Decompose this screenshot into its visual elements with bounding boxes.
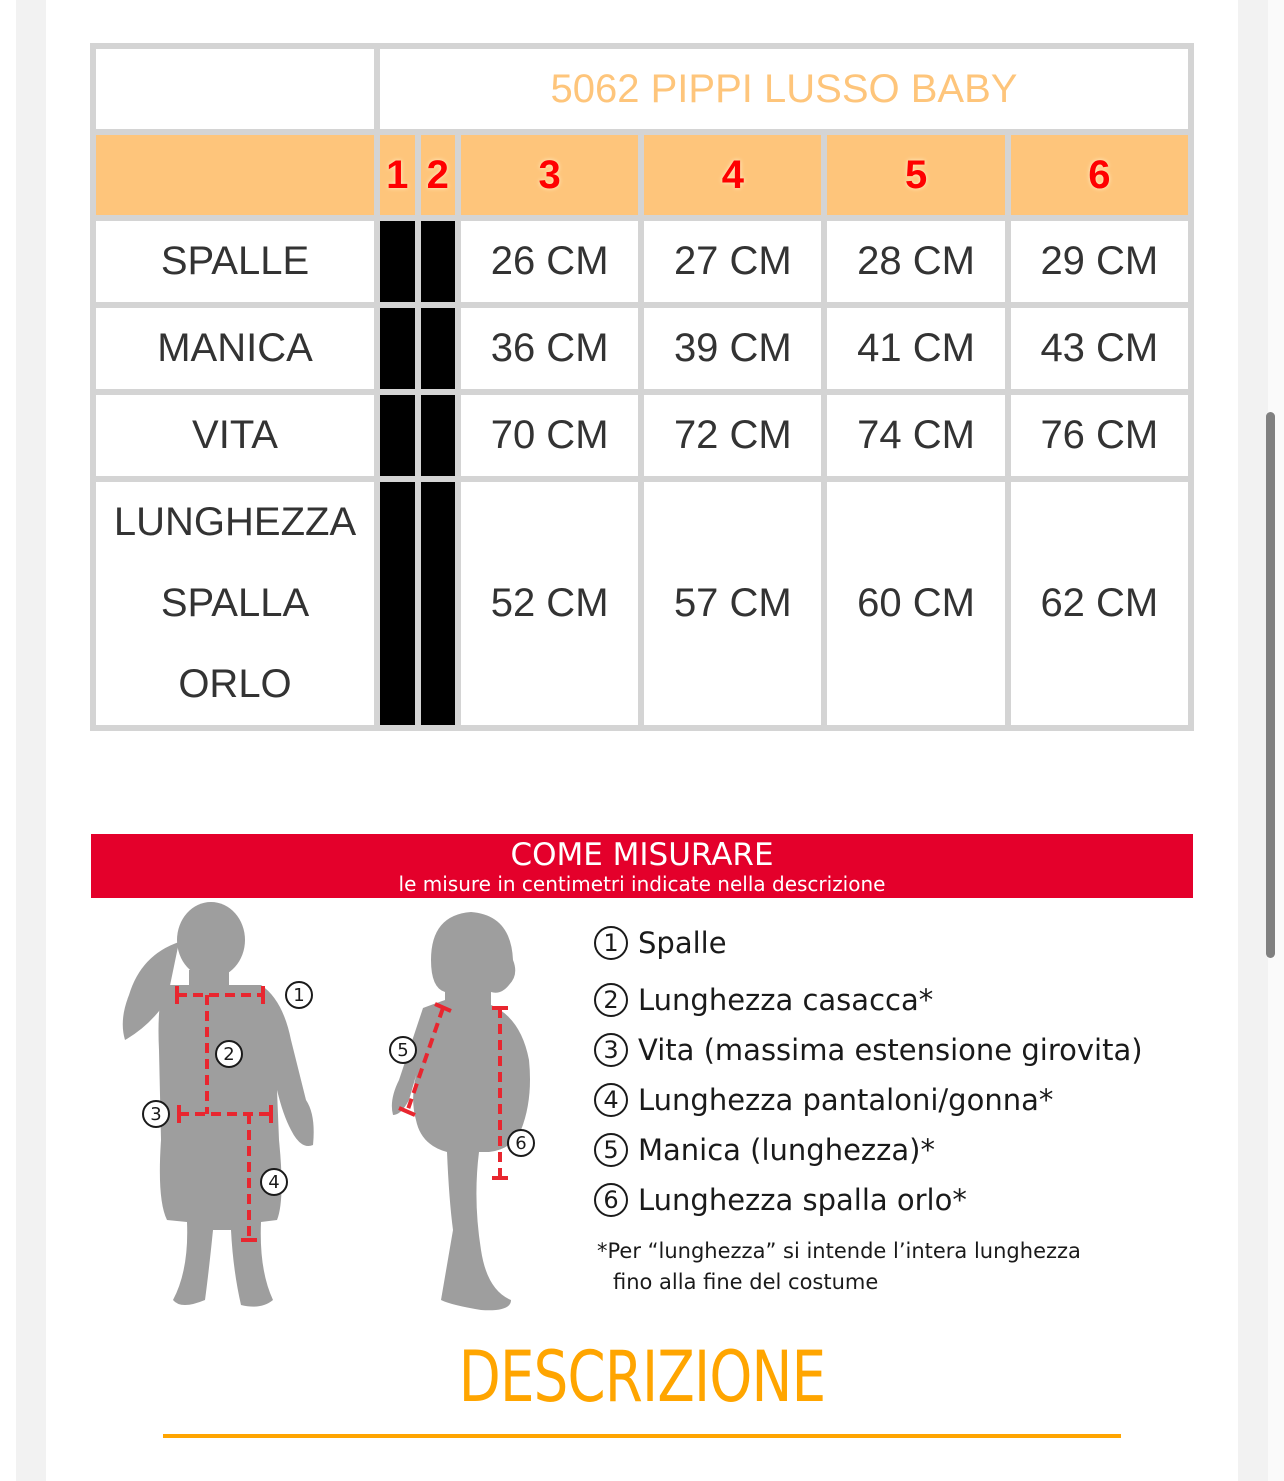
figure-label-5: 5 [397,1040,409,1061]
table-cell: 60 CM [824,479,1007,728]
table-cell: 57 CM [641,479,824,728]
table-cell: 52 CM [458,479,641,728]
row-label-line: ORLO [178,662,292,706]
guide-banner [91,834,1193,898]
circled-number-icon: 6 [594,1183,628,1217]
measuring-guide [91,834,1193,1324]
measure-legend [594,918,1143,1225]
table-corner-cell [93,46,377,132]
redacted-cell [418,392,459,479]
size-header-1: 1 [377,132,418,218]
table-cell: 36 CM [458,305,641,392]
circled-number-icon: 4 [594,1083,628,1117]
row-label-vita: VITA [93,392,377,479]
table-row [93,218,1191,305]
legend-text: Spalle [638,926,727,960]
size-header-6: 6 [1008,132,1191,218]
table-cell: 74 CM [824,392,1007,479]
page-gutter-left [16,0,46,1481]
table-cell: 70 CM [458,392,641,479]
length-footnote [597,1236,1187,1298]
figure-label-4: 4 [268,1172,280,1193]
legend-text: Manica (lunghezza)* [638,1133,935,1167]
row-label-spalle: SPALLE [93,218,377,305]
table-row [93,392,1191,479]
table-cell: 72 CM [641,392,824,479]
row-label-line: LUNGHEZZA [113,500,357,544]
size-header-corner [93,132,377,218]
page-gutter-right [1238,0,1268,1481]
table-cell: 41 CM [824,305,1007,392]
child-front-silhouette-icon [101,900,341,1320]
table-cell: 27 CM [641,218,824,305]
legend-item-lunghezza-pantaloni [594,1075,1143,1125]
scrollbar-thumb[interactable] [1266,412,1275,958]
guide-title: COME MISURARE [510,837,774,873]
legend-item-spalle [594,918,1143,968]
redacted-cell [377,218,418,305]
size-chart-table [90,43,1194,731]
product-title: 5062 PIPPI LUSSO BABY [377,46,1191,132]
redacted-cell [418,479,459,728]
legend-text: Lunghezza casacca* [638,983,934,1017]
legend-item-vita [594,1025,1143,1075]
legend-text: Lunghezza spalla orlo* [638,1183,967,1217]
footnote-line-1: *Per “lunghezza” si intende l’intera lunghezza [597,1239,1081,1263]
circled-number-icon: 5 [594,1133,628,1167]
child-side-silhouette-icon [361,900,581,1320]
size-header-3: 3 [458,132,641,218]
table-cell: 29 CM [1008,218,1191,305]
size-header-5: 5 [824,132,1007,218]
size-header-2: 2 [418,132,459,218]
redacted-cell [418,218,459,305]
table-row [93,479,1191,728]
table-cell: 62 CM [1008,479,1191,728]
table-row [93,305,1191,392]
redacted-cell [377,479,418,728]
legend-text: Vita (massima estensione girovita) [638,1033,1143,1067]
circled-number-icon: 3 [594,1033,628,1067]
size-header-4: 4 [641,132,824,218]
table-title-row [93,46,1191,132]
figure-label-2: 2 [223,1044,235,1065]
legend-item-manica [594,1125,1143,1175]
table-cell: 76 CM [1008,392,1191,479]
row-label-lunghezza-spalla-orlo [93,479,377,728]
legend-item-lunghezza-spalla-orlo [594,1175,1143,1225]
size-header-row [93,132,1191,218]
redacted-cell [377,305,418,392]
footnote-line-2: fino alla fine del costume [613,1270,879,1294]
table-cell: 26 CM [458,218,641,305]
figure-label-6: 6 [515,1133,527,1154]
figure-label-3: 3 [150,1104,162,1125]
row-label-manica: MANICA [93,305,377,392]
description-divider [163,1434,1121,1438]
table-cell: 28 CM [824,218,1007,305]
redacted-cell [377,392,418,479]
redacted-cell [418,305,459,392]
figure-label-1: 1 [293,985,305,1006]
guide-subtitle: le misure in centimetri indicate nella descrizione [398,872,886,896]
legend-item-lunghezza-casacca [594,975,1143,1025]
table-cell: 39 CM [641,305,824,392]
row-label-line: SPALLA [160,581,310,625]
legend-text: Lunghezza pantaloni/gonna* [638,1083,1054,1117]
circled-number-icon: 1 [594,926,628,960]
description-heading: DESCRIZIONE [458,1336,826,1418]
table-cell: 43 CM [1008,305,1191,392]
circled-number-icon: 2 [594,983,628,1017]
